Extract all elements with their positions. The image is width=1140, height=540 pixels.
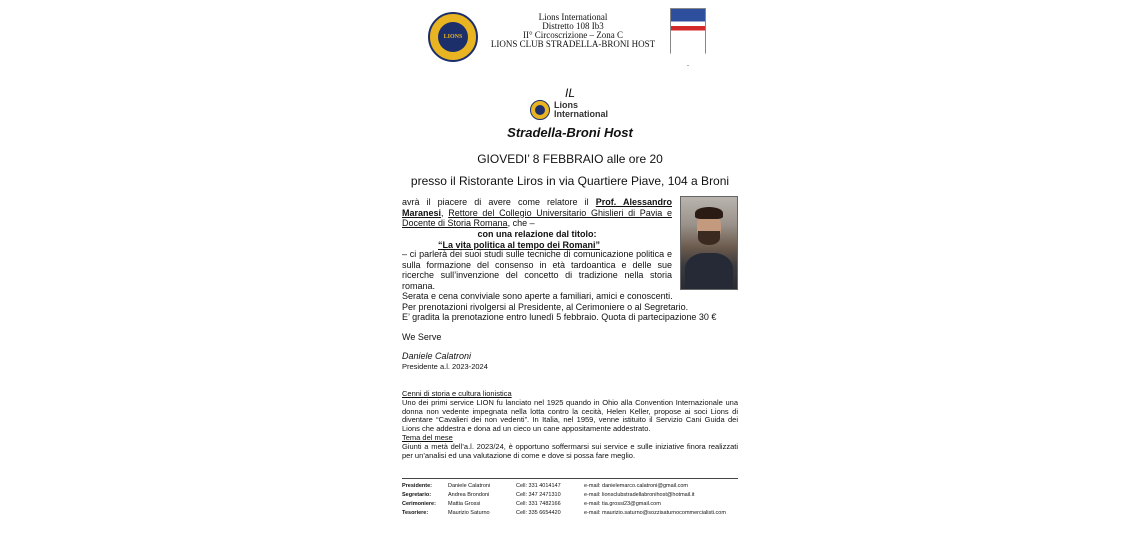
contacts-table	[402, 482, 726, 518]
speaker-photo	[680, 196, 738, 290]
intro-post: ,	[441, 207, 444, 218]
lions-international-logo	[530, 100, 608, 120]
contact-email[interactable]: e-mail: tia.grossi23@gmail.com	[584, 501, 661, 507]
intro-paragraph	[402, 197, 672, 229]
logo-line1: Lions	[554, 100, 578, 110]
contact-role: Cerimoniere:	[402, 501, 436, 507]
contact-phone: Cell: 347 2471310	[516, 492, 561, 498]
header-line: LIONS CLUB STRADELLA-BRONI HOST	[490, 39, 656, 49]
intro-text: avrà il piacere di avere come relatore il	[402, 197, 596, 207]
contact-name: Maurizio Saturno	[448, 510, 490, 516]
contact-phone: Cell: 335 6654420	[516, 510, 561, 516]
club-name: Stradella-Broni Host	[507, 125, 633, 140]
contact-phone: Cell: 331 7482166	[516, 501, 561, 507]
speaker-role: Rettore del Collegio Universitario Ghislieri di Pavia e Docente di Storia Romana	[402, 207, 672, 228]
contact-role: Tesoriere:	[402, 510, 429, 516]
header-line: Lions International	[538, 12, 608, 22]
notes-heading: Cenni di storia e cultura lionistica	[402, 389, 512, 398]
motto: We Serve	[402, 332, 442, 342]
notes-text: Giunti a metà dell’a.l. 2023/24, è opportuno soffermarsi sui service e sulle iniziative finora realizzati per un’analisi ed una valutazione di come e dove si possa fare meglio.	[402, 441, 738, 460]
role-post: , che –	[507, 218, 535, 228]
notes-section	[402, 390, 738, 460]
event-place: presso il Ristorante Liros in via Quartiere Piave, 104 a Broni	[410, 174, 730, 188]
relation-block	[402, 229, 672, 250]
speaker-name: Prof. Alessandro Maranesi	[402, 197, 672, 218]
footer-divider	[402, 478, 738, 479]
logo-line2: International	[554, 109, 609, 119]
talk-title: “La vita politica al tempo dei Romani”	[437, 239, 601, 250]
contact-email[interactable]: e-mail: danielemarco.calatroni@gmail.com	[584, 483, 689, 489]
contact-role: Presidente:	[402, 483, 432, 489]
description: – ci parlerà dei suoi studi sulle tecniche di comunicazione politica e sulla formazione del consenso in età tardoantica e delle sue ricerche sull’invenzione del concetto di tradizione nella storia romana.	[402, 249, 672, 291]
contact-name: Andrea Brondoni	[448, 492, 490, 498]
contact-row	[402, 491, 726, 500]
il-label: IL	[564, 86, 575, 100]
info-block	[402, 291, 732, 323]
notes-text: Uno dei primi service LION fu lanciato nel 1925 quando in Ohio alla Convention Internazionale una donna non vedente impegnata nella lotta contro la cecità, Helen Keller, propose ai soci Lions di diventare “Cavalieri dei non vedenti”. In Italia, nel 1959, venne istituito il Servizio Cani Guida dei Lions che addestra e dona ad un cieco un cane appositamente addestrato.	[402, 397, 738, 434]
lions-emblem-icon: LIONS	[438, 22, 468, 52]
contact-role: Segretario:	[402, 492, 432, 498]
header-line: II° Circoscrizione – Zona C	[522, 30, 624, 40]
relation-label: con una relazione dal titolo:	[477, 229, 597, 239]
info-line: Serata e cena conviviale sono aperte a familiari, amici e conoscenti.	[402, 291, 673, 301]
contact-name: Mattia Grossi	[448, 501, 481, 507]
signature: Daniele Calatroni	[402, 351, 472, 361]
signature-role: Presidente a.l. 2023-2024	[402, 362, 488, 371]
contact-row	[402, 482, 726, 491]
info-line: Per prenotazioni rivolgersi al Presidente, al Cerimoniere o al Segretario.	[402, 301, 689, 312]
header-line: Distretto 108 Ib3	[542, 21, 604, 31]
lions-emblem-icon	[530, 100, 550, 120]
contact-email[interactable]: e-mail: lionsclubstradellabronihost@hotmail.it	[584, 492, 695, 498]
contact-name: Daniele Calatroni	[448, 483, 491, 489]
contact-phone: Cell: 331 4014147	[516, 483, 561, 489]
header-text	[470, 13, 676, 49]
contact-row	[402, 500, 726, 509]
event-date: GIOVEDI’ 8 FEBBRAIO alle ore 20	[477, 152, 663, 166]
info-line: E’ gradita la prenotazione entro lunedì 5 febbraio. Quota di partecipazione 30 €	[402, 312, 717, 322]
notes-heading: Tema del mese	[402, 432, 453, 442]
contact-row	[402, 509, 726, 518]
contact-email[interactable]: e-mail: maurizio.saturno@sozzisaturnocommercialisti.com	[584, 510, 726, 516]
